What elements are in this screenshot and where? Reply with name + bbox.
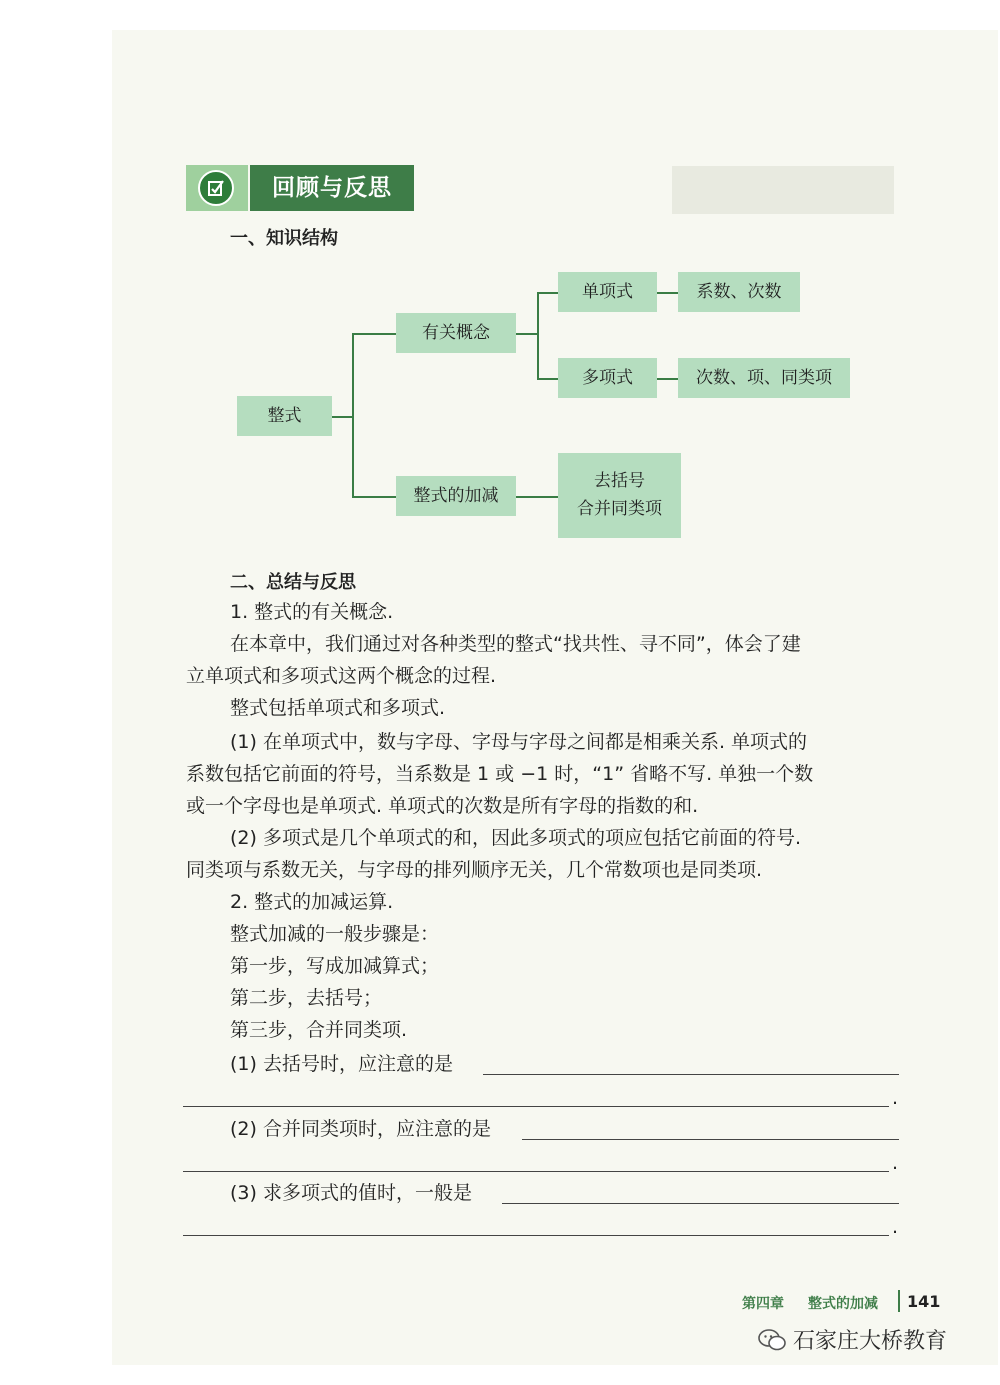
paragraph-line: 或一个字母也是单项式. 单项式的次数是所有字母的指数的和.: [186, 795, 699, 817]
blank-question-1: (1) 去括号时，应注意的是: [230, 1053, 453, 1075]
wechat-icon: [758, 1328, 786, 1352]
paragraph-line: (2) 多项式是几个单项式的和，因此多项式的项应包括它前面的符号.: [230, 827, 801, 849]
chapter-number: 第四章: [742, 1296, 784, 1312]
node-monomial: 单项式: [558, 272, 657, 312]
node-addition-subtraction: 整式的加减: [396, 476, 516, 516]
paragraph-line: 在本章中，我们通过对各种类型的整式“找共性、寻不同”，体会了建: [230, 633, 801, 655]
connector: [657, 292, 679, 294]
section-title: 回顾与反思: [250, 165, 414, 211]
connector: [352, 333, 354, 498]
connector: [516, 333, 538, 335]
page-number: 141: [907, 1292, 941, 1311]
connector: [537, 292, 539, 380]
node-polynomial-expression: 整式: [237, 396, 332, 436]
answer-blank-1b: [183, 1106, 889, 1107]
connector: [352, 496, 396, 498]
paragraph-line: 立单项式和多项式这两个概念的过程.: [186, 665, 497, 687]
section-header: [186, 165, 414, 211]
paragraph-line: (1) 在单项式中，数与字母、字母与字母之间都是相乘关系. 单项式的: [230, 731, 808, 753]
answer-blank-3b: [183, 1235, 889, 1236]
connector: [331, 416, 353, 418]
connector: [657, 378, 679, 380]
paragraph-line: 整式包括单项式和多项式.: [230, 697, 446, 719]
paragraph-line: 第一步，写成加减算式；: [230, 955, 440, 977]
connector: [537, 378, 559, 380]
paragraph-line: 第二步，去括号；: [230, 987, 383, 1009]
node-addsub-detail-line-1: 去括号: [594, 471, 645, 491]
paragraph-line: 整式加减的一般步骤是：: [230, 923, 440, 945]
footer-divider: [898, 1290, 900, 1312]
node-addsub-detail-line-2: 合并同类项: [577, 499, 662, 519]
node-polynomial-detail: 次数、项、同类项: [678, 358, 850, 398]
watermark-text: 石家庄大桥教育: [793, 1329, 948, 1354]
paragraph-line: 2. 整式的加减运算.: [230, 891, 394, 913]
notebook-check-icon: [198, 170, 234, 206]
period: .: [892, 1152, 899, 1174]
bleed-through-mark: [672, 166, 894, 214]
blank-question-3: (3) 求多项式的值时，一般是: [230, 1182, 472, 1204]
paragraph-line: 第三步，合并同类项.: [230, 1019, 408, 1041]
connector: [352, 333, 396, 335]
period: .: [892, 1087, 899, 1109]
connector: [537, 292, 559, 294]
node-monomial-detail: 系数、次数: [678, 272, 800, 312]
answer-blank-2b: [183, 1171, 889, 1172]
period: .: [892, 1216, 899, 1238]
node-related-concepts: 有关概念: [396, 313, 516, 353]
paragraph-line: 系数包括它前面的符号，当系数是 1 或 −1 时，“1” 省略不写. 单独一个数: [186, 763, 814, 785]
node-polynomial: 多项式: [558, 358, 657, 398]
chapter-title: 整式的加减: [808, 1296, 878, 1312]
summary-heading: 二、总结与反思: [230, 572, 356, 593]
blank-question-2: (2) 合并同类项时，应注意的是: [230, 1118, 491, 1140]
paragraph-line: 1. 整式的有关概念.: [230, 601, 394, 623]
knowledge-structure-heading: 一、知识结构: [230, 228, 338, 249]
connector: [516, 496, 558, 498]
answer-blank-2a: [522, 1139, 899, 1140]
node-addsub-detail: [558, 453, 681, 538]
header-icon-box: [186, 165, 248, 211]
answer-blank-3a: [502, 1203, 899, 1204]
answer-blank-1a: [483, 1074, 899, 1075]
paragraph-line: 同类项与系数无关，与字母的排列顺序无关，几个常数项也是同类项.: [186, 859, 763, 881]
